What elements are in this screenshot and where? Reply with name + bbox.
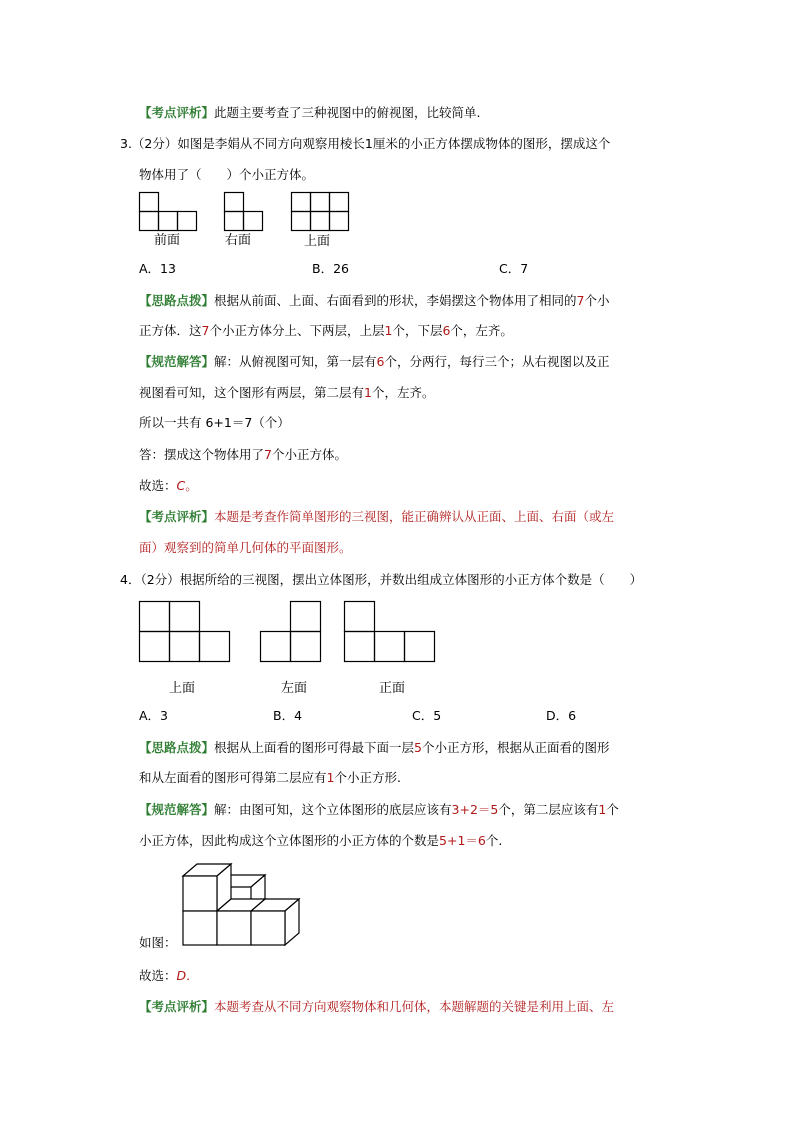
hint-text: 个小正方形，根据从正面看的图形 <box>421 740 610 755</box>
solution-text: 个，左齐。 <box>371 385 435 400</box>
analysis-text: 本题考查从不同方向观察物体和几何体，本题解题的关键是利用上面、左 <box>214 999 615 1014</box>
q4-cube-figure <box>180 862 302 948</box>
hint-text: 根据从前面、上面、右面看到的形状，李娟摆这个物体用了相同的 <box>214 293 577 308</box>
solution-text: 解：由图可知，这个立体图形的底层应该有 <box>214 802 452 817</box>
solution-text: 个 <box>606 802 619 817</box>
q4-choice <box>139 967 190 985</box>
hint-tag: 【思路点拨】 <box>139 293 215 308</box>
q4-solution-line1 <box>139 801 619 819</box>
q3-option-b: B．26 <box>312 261 349 276</box>
prev-analysis-line <box>139 104 481 122</box>
solution-number: 1 <box>598 802 607 817</box>
answer-text: 个小正方体。 <box>271 447 347 462</box>
q4-option-b: B．4 <box>273 708 303 723</box>
hint-text: 个小正方体分上、下两层，上层 <box>209 323 385 338</box>
hint-text: 正方体．这 <box>139 323 202 338</box>
q3-calc: 所以一共有 6+1＝7（个） <box>139 415 290 430</box>
hint-number: 7 <box>576 293 585 308</box>
q4-hint-line2 <box>139 769 401 787</box>
q4-label-left: 左面 <box>281 681 308 696</box>
hint-tag: 【思路点拨】 <box>139 740 215 755</box>
choice-end: . <box>186 968 191 983</box>
hint-text: 个，左齐。 <box>450 323 513 338</box>
hint-text: 个小 <box>584 293 610 308</box>
solution-text: 个. <box>485 833 503 848</box>
analysis-text: 此题主要考查了三种视图中的俯视图，比较简单. <box>214 105 481 120</box>
hint-number: 5 <box>414 740 422 755</box>
q4-option-d: D．6 <box>546 708 577 723</box>
choice-end: 。 <box>185 478 198 493</box>
q3-option-a: A．13 <box>139 261 176 276</box>
analysis-tag: 【考点评析】 <box>139 999 215 1014</box>
q3-analysis-line1 <box>139 508 614 526</box>
analysis-tag: 【考点评析】 <box>139 105 215 120</box>
q3-stem-line2: 物体用了（ ）个小正方体。 <box>139 167 315 182</box>
choice-letter: D <box>176 968 187 983</box>
solution-text: 小正方体，因此构成这个立体图形的小正方体的个数是 <box>139 833 440 848</box>
q4-label-top: 上面 <box>169 681 196 696</box>
q3-right-view <box>224 192 266 232</box>
hint-number: 6 <box>442 323 451 338</box>
q3-option-c: C．7 <box>499 261 529 276</box>
solution-tag: 【规范解答】 <box>139 354 215 369</box>
solution-text: 个，分两行，每行三个；从右视图以及正 <box>384 354 610 369</box>
answer-text: 答：摆成这个物体用了 <box>139 447 265 462</box>
q3-label-top: 上面 <box>304 234 331 249</box>
q4-figure-label: 如图： <box>139 935 177 950</box>
solution-number: 6 <box>376 354 385 369</box>
choice-text: 故选： <box>139 968 177 983</box>
analysis-text: 本题是考查作简单图形的三视图，能正确辨认从正面、上面、右面（或左 <box>214 509 615 524</box>
q4-option-c: C．5 <box>412 708 442 723</box>
hint-number: 1 <box>384 323 393 338</box>
q4-hint-line1 <box>139 739 610 757</box>
hint-text: 个，下层 <box>392 323 443 338</box>
hint-number: 1 <box>326 770 335 785</box>
answer-number: 7 <box>264 447 272 462</box>
q3-choice <box>139 477 198 495</box>
q4-front-view <box>344 601 438 665</box>
solution-number: 5+1＝6 <box>439 833 486 848</box>
analysis-tag: 【考点评析】 <box>139 509 215 524</box>
solution-number: 1 <box>364 385 372 400</box>
q4-label-front: 正面 <box>379 681 406 696</box>
q4-top-view <box>139 601 233 665</box>
q3-stem-line1: 3.（2分）如图是李娟从不同方向观察用棱长1厘米的小正方体摆成物体的图形，摆成这个 <box>120 136 611 151</box>
q3-hint-line2 <box>139 322 513 340</box>
hint-text: 个小正方形. <box>334 770 401 785</box>
q3-label-front: 前面 <box>154 233 181 248</box>
choice-letter: C <box>176 478 186 493</box>
q3-answer <box>139 446 347 464</box>
solution-text: 个，第二层应该有 <box>498 802 599 817</box>
q3-top-view <box>291 192 351 232</box>
q4-option-a: A．3 <box>139 708 169 723</box>
q4-analysis-line1 <box>139 998 614 1016</box>
solution-number: 3+2＝5 <box>451 802 499 817</box>
q3-front-view <box>139 192 199 232</box>
q3-analysis-line2: 面）观察到的简单几何体的平面图形。 <box>139 540 352 555</box>
q3-hint-line1 <box>139 292 610 310</box>
hint-number: 7 <box>201 323 210 338</box>
q4-left-view <box>260 601 324 665</box>
q4-stem: 4．（2分）根据所给的三视图，摆出立体图形，并数出组成立体图形的小正方体个数是（ ） <box>120 572 643 587</box>
q3-solution-line2 <box>139 384 434 402</box>
solution-text: 解：从俯视图可知，第一层有 <box>214 354 377 369</box>
solution-text: 视图看可知，这个图形有两层，第二层有 <box>139 385 365 400</box>
hint-text: 根据从上面看的图形可得最下面一层 <box>214 740 415 755</box>
q3-label-right: 右面 <box>225 233 252 248</box>
solution-tag: 【规范解答】 <box>139 802 215 817</box>
hint-text: 和从左面看的图形可得第二层应有 <box>139 770 327 785</box>
q3-solution-line1 <box>139 353 610 371</box>
choice-text: 故选： <box>139 478 177 493</box>
q4-solution-line2 <box>139 832 502 850</box>
